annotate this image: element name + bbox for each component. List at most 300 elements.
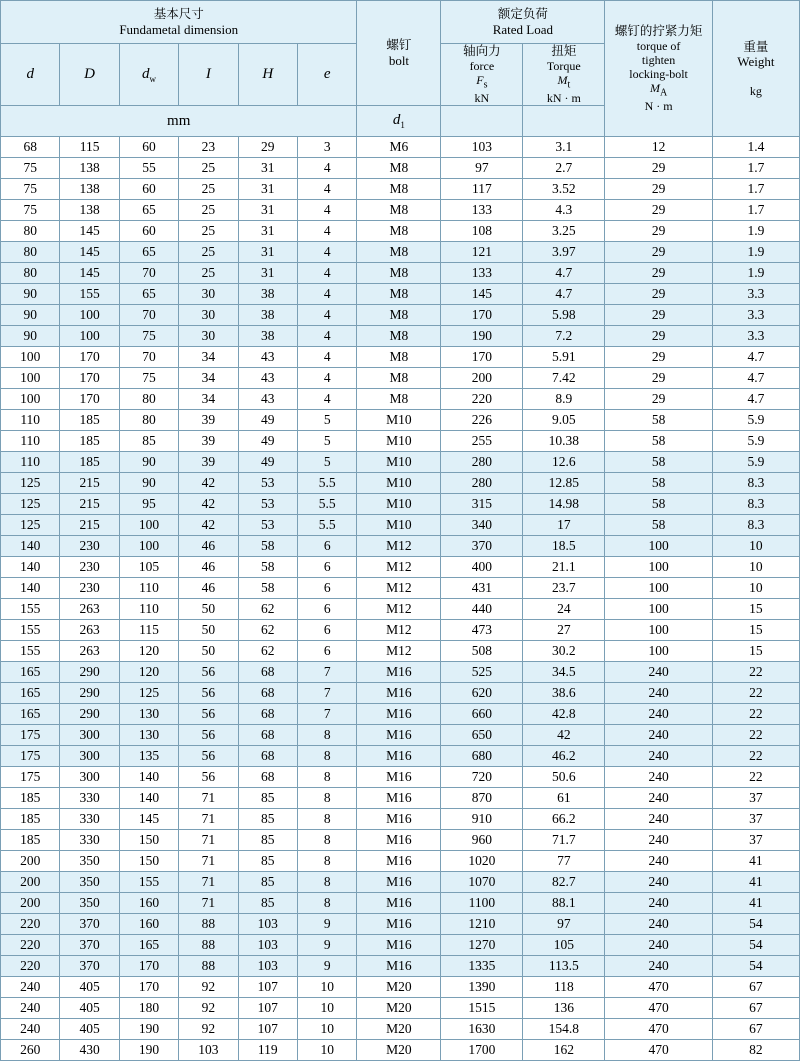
table-cell: 240 <box>1 998 60 1019</box>
table-row <box>1 221 800 242</box>
header-group-locking-bolt-torque <box>605 1 713 137</box>
table-cell: 330 <box>60 830 119 851</box>
table-cell: 41 <box>712 851 799 872</box>
table-cell: 54 <box>712 914 799 935</box>
table-cell: M16 <box>357 746 441 767</box>
table-cell: 185 <box>1 809 60 830</box>
table-cell: 103 <box>238 956 297 977</box>
table-cell: 46 <box>179 578 238 599</box>
table-cell: 370 <box>60 935 119 956</box>
header-sym-d1-subscript: 1 <box>400 120 405 131</box>
table-cell: 140 <box>119 767 178 788</box>
table-cell: 54 <box>712 956 799 977</box>
table-cell: 240 <box>605 851 713 872</box>
table-cell: 10 <box>712 578 799 599</box>
table-cell: 65 <box>119 200 178 221</box>
table-cell: 100 <box>60 326 119 347</box>
table-cell: 100 <box>605 536 713 557</box>
table-row <box>1 431 800 452</box>
table-cell: 75 <box>119 368 178 389</box>
header-sym-dw-subscript: w <box>149 73 156 84</box>
table-cell: 119 <box>238 1040 297 1061</box>
table-cell: 7 <box>297 662 356 683</box>
table-cell: 154.8 <box>523 1019 605 1040</box>
table-cell: 255 <box>441 431 523 452</box>
table-cell: 155 <box>1 641 60 662</box>
table-cell: 92 <box>179 1019 238 1040</box>
table-cell: 42.8 <box>523 704 605 725</box>
table-row <box>1 179 800 200</box>
table-cell: M8 <box>357 158 441 179</box>
table-cell: 22 <box>712 767 799 788</box>
table-row <box>1 914 800 935</box>
table-cell: 60 <box>119 179 178 200</box>
table-cell: 4 <box>297 200 356 221</box>
table-cell: 50 <box>179 641 238 662</box>
table-cell: M16 <box>357 809 441 830</box>
table-cell: 29 <box>605 389 713 410</box>
table-cell: 30 <box>179 284 238 305</box>
table-cell: 90 <box>1 326 60 347</box>
table-cell: 145 <box>60 242 119 263</box>
table-cell: 110 <box>119 599 178 620</box>
table-cell: 185 <box>60 452 119 473</box>
table-cell: 5.5 <box>297 515 356 536</box>
table-cell: 226 <box>441 410 523 431</box>
table-cell: 8 <box>297 851 356 872</box>
table-cell: 110 <box>1 431 60 452</box>
table-cell: M12 <box>357 641 441 662</box>
table-cell: 180 <box>119 998 178 1019</box>
table-cell: 117 <box>441 179 523 200</box>
table-cell: 31 <box>238 200 297 221</box>
table-cell: 90 <box>119 473 178 494</box>
table-cell: 290 <box>60 683 119 704</box>
table-cell: 38 <box>238 284 297 305</box>
table-cell: M16 <box>357 935 441 956</box>
table-row <box>1 704 800 725</box>
table-row <box>1 410 800 431</box>
table-cell: 138 <box>60 200 119 221</box>
table-cell: 37 <box>712 788 799 809</box>
table-cell: 720 <box>441 767 523 788</box>
table-cell: 27 <box>523 620 605 641</box>
table-cell: 5.5 <box>297 494 356 515</box>
table-cell: 3.25 <box>523 221 605 242</box>
table-cell: M16 <box>357 725 441 746</box>
header-group-rated-load-cn: 额定负荷 <box>497 5 548 21</box>
table-cell: 110 <box>1 452 60 473</box>
header-sym-d1 <box>357 106 441 137</box>
header-group-locking-bolt-torque-en3: locking-bolt <box>629 66 688 81</box>
table-cell: 75 <box>119 326 178 347</box>
table-cell: 405 <box>60 998 119 1019</box>
table-cell: 135 <box>119 746 178 767</box>
table-cell: 71 <box>179 872 238 893</box>
table-cell: 34 <box>179 347 238 368</box>
table-cell: 34 <box>179 368 238 389</box>
table-cell: 290 <box>60 662 119 683</box>
table-cell: 31 <box>238 242 297 263</box>
table-cell: 240 <box>605 725 713 746</box>
table-cell: 58 <box>605 494 713 515</box>
table-cell: 4.7 <box>523 263 605 284</box>
table-cell: 56 <box>179 746 238 767</box>
table-cell: 6 <box>297 599 356 620</box>
table-cell: 4.7 <box>523 284 605 305</box>
header-unit-mm: mm <box>1 106 357 137</box>
table-cell: 3.3 <box>712 305 799 326</box>
table-row <box>1 893 800 914</box>
header-axial-force-unit: kN <box>474 91 490 106</box>
table-cell: M8 <box>357 305 441 326</box>
table-cell: M20 <box>357 977 441 998</box>
table-row <box>1 473 800 494</box>
table-cell: 10 <box>712 536 799 557</box>
table-cell: 10.38 <box>523 431 605 452</box>
table-cell: 68 <box>238 767 297 788</box>
table-cell: M8 <box>357 347 441 368</box>
header-sym-I: I <box>179 44 238 106</box>
table-cell: 10 <box>297 1040 356 1061</box>
table-cell: 54 <box>712 935 799 956</box>
table-cell: 170 <box>60 368 119 389</box>
table-cell: 88 <box>179 956 238 977</box>
table-cell: 125 <box>1 473 60 494</box>
table-cell: 162 <box>523 1040 605 1061</box>
table-cell: 440 <box>441 599 523 620</box>
table-cell: 5.9 <box>712 410 799 431</box>
table-cell: 430 <box>60 1040 119 1061</box>
table-row <box>1 536 800 557</box>
table-cell: 85 <box>119 431 178 452</box>
table-cell: 49 <box>238 452 297 473</box>
table-cell: 53 <box>238 473 297 494</box>
table-row <box>1 599 800 620</box>
table-cell: 230 <box>60 557 119 578</box>
table-cell: 1.7 <box>712 200 799 221</box>
table-cell: 103 <box>179 1040 238 1061</box>
table-cell: 8 <box>297 830 356 851</box>
table-cell: M16 <box>357 851 441 872</box>
table-row <box>1 809 800 830</box>
table-cell: 8 <box>297 746 356 767</box>
table-cell: 58 <box>605 410 713 431</box>
table-cell: 70 <box>119 305 178 326</box>
table-cell: 155 <box>119 872 178 893</box>
table-cell: 18.5 <box>523 536 605 557</box>
table-cell: 910 <box>441 809 523 830</box>
table-cell: 4 <box>297 221 356 242</box>
table-cell: 30 <box>179 326 238 347</box>
table-cell: 25 <box>179 242 238 263</box>
table-cell: 405 <box>60 977 119 998</box>
table-cell: 170 <box>60 347 119 368</box>
header-group-weight-cn: 重量 <box>743 38 769 54</box>
header-axial-force-cn: 轴向力 <box>463 43 501 58</box>
table-row <box>1 683 800 704</box>
table-row <box>1 998 800 1019</box>
table-cell: 29 <box>605 242 713 263</box>
table-cell: 50 <box>179 599 238 620</box>
table-cell: 370 <box>60 956 119 977</box>
header-torque <box>523 44 605 106</box>
table-cell: 115 <box>119 620 178 641</box>
table-cell: 108 <box>441 221 523 242</box>
table-cell: 650 <box>441 725 523 746</box>
header-torque-cn: 扭矩 <box>551 43 577 58</box>
table-cell: 66.2 <box>523 809 605 830</box>
header-axial-force <box>441 44 523 106</box>
table-cell: 155 <box>60 284 119 305</box>
table-cell: 120 <box>119 641 178 662</box>
table-cell: M8 <box>357 179 441 200</box>
table-cell: 9 <box>297 935 356 956</box>
table-cell: 170 <box>441 305 523 326</box>
table-cell: 29 <box>605 368 713 389</box>
table-cell: M6 <box>357 137 441 158</box>
table-cell: M16 <box>357 662 441 683</box>
table-cell: 24 <box>523 599 605 620</box>
table-cell: 5.91 <box>523 347 605 368</box>
table-cell: 71 <box>179 851 238 872</box>
table-cell: 46.2 <box>523 746 605 767</box>
table-cell: 240 <box>605 788 713 809</box>
table-cell: M10 <box>357 410 441 431</box>
header-torque-en: Torque <box>546 58 581 73</box>
table-row <box>1 515 800 536</box>
table-cell: 58 <box>605 473 713 494</box>
table-cell: 240 <box>1 977 60 998</box>
table-cell: 61 <box>523 788 605 809</box>
table-cell: 71.7 <box>523 830 605 851</box>
table-cell: M20 <box>357 1040 441 1061</box>
table-cell: 90 <box>1 305 60 326</box>
table-row <box>1 1040 800 1061</box>
table-row <box>1 326 800 347</box>
table-cell: 140 <box>1 557 60 578</box>
table-cell: 29 <box>605 179 713 200</box>
table-cell: 29 <box>605 263 713 284</box>
table-cell: 10 <box>297 1019 356 1040</box>
force-symbol-letter: F <box>476 72 484 87</box>
table-cell: 1515 <box>441 998 523 1019</box>
table-cell: 100 <box>605 557 713 578</box>
table-cell: M16 <box>357 830 441 851</box>
table-row <box>1 935 800 956</box>
table-cell: 240 <box>605 935 713 956</box>
header-group-bolt-en: bolt <box>388 52 410 68</box>
table-cell: 22 <box>712 683 799 704</box>
table-cell: 473 <box>441 620 523 641</box>
table-cell: 165 <box>119 935 178 956</box>
table-row <box>1 158 800 179</box>
table-cell: 7.2 <box>523 326 605 347</box>
header-sym-D: D <box>60 44 119 106</box>
table-row <box>1 1019 800 1040</box>
table-cell: 56 <box>179 683 238 704</box>
table-cell: 100 <box>119 536 178 557</box>
table-cell: 50 <box>179 620 238 641</box>
table-cell: 67 <box>712 998 799 1019</box>
table-cell: M16 <box>357 767 441 788</box>
table-cell: 58 <box>605 431 713 452</box>
table-cell: 62 <box>238 641 297 662</box>
header-group-locking-bolt-torque-cn: 螺钉的拧紧力矩 <box>614 22 703 38</box>
table-cell: 170 <box>441 347 523 368</box>
table-cell: 29 <box>605 347 713 368</box>
table-cell: 6 <box>297 620 356 641</box>
table-cell: 103 <box>238 914 297 935</box>
table-cell: 4 <box>297 284 356 305</box>
table-cell: 56 <box>179 725 238 746</box>
table-cell: 22 <box>712 746 799 767</box>
table-cell: 150 <box>119 851 178 872</box>
table-cell: 1270 <box>441 935 523 956</box>
table-cell: 300 <box>60 746 119 767</box>
table-cell: 17 <box>523 515 605 536</box>
table-cell: 508 <box>441 641 523 662</box>
table-cell: 145 <box>60 263 119 284</box>
table-cell: 92 <box>179 977 238 998</box>
table-cell: 70 <box>119 263 178 284</box>
table-cell: 29 <box>605 200 713 221</box>
header-group-rated-load-en: Rated Load <box>492 21 554 37</box>
table-cell: 220 <box>1 956 60 977</box>
table-cell: 240 <box>605 893 713 914</box>
table-cell: 215 <box>60 494 119 515</box>
table-cell: 185 <box>60 431 119 452</box>
table-cell: 55 <box>119 158 178 179</box>
table-row <box>1 368 800 389</box>
header-group-bolt <box>357 1 441 106</box>
table-cell: 37 <box>712 809 799 830</box>
table-cell: 370 <box>441 536 523 557</box>
table-cell: 300 <box>60 725 119 746</box>
table-cell: 1070 <box>441 872 523 893</box>
table-cell: 4.7 <box>712 389 799 410</box>
table-cell: 12 <box>605 137 713 158</box>
table-cell: 38 <box>238 305 297 326</box>
table-cell: 4 <box>297 347 356 368</box>
table-cell: 49 <box>238 431 297 452</box>
table-row <box>1 767 800 788</box>
table-cell: 88 <box>179 935 238 956</box>
table-row <box>1 851 800 872</box>
header-axial-force-symbol <box>441 73 522 91</box>
table-cell: 8 <box>297 872 356 893</box>
table-cell: 67 <box>712 1019 799 1040</box>
table-cell: 175 <box>1 725 60 746</box>
table-cell: 4 <box>297 158 356 179</box>
table-cell: M16 <box>357 872 441 893</box>
table-cell: 31 <box>238 263 297 284</box>
table-row <box>1 620 800 641</box>
table-cell: 240 <box>605 746 713 767</box>
table-cell: 29 <box>605 284 713 305</box>
table-cell: 9 <box>297 914 356 935</box>
table-cell: 37 <box>712 830 799 851</box>
force-symbol-subscript: s <box>483 79 488 91</box>
table-cell: 21.1 <box>523 557 605 578</box>
table-cell: 125 <box>119 683 178 704</box>
table-cell: 1100 <box>441 893 523 914</box>
table-cell: 25 <box>179 263 238 284</box>
header-sym-e: e <box>297 44 356 106</box>
table-row <box>1 977 800 998</box>
table-cell: 8 <box>297 809 356 830</box>
table-cell: 5.5 <box>297 473 356 494</box>
table-cell: 370 <box>60 914 119 935</box>
table-cell: 170 <box>119 977 178 998</box>
table-cell: 200 <box>1 872 60 893</box>
table-cell: 400 <box>441 557 523 578</box>
table-cell: 138 <box>60 179 119 200</box>
table-cell: 68 <box>1 137 60 158</box>
table-cell: 350 <box>60 893 119 914</box>
table-cell: 1390 <box>441 977 523 998</box>
table-cell: 170 <box>60 389 119 410</box>
table-cell: 85 <box>238 788 297 809</box>
table-cell: 30 <box>179 305 238 326</box>
table-cell: 1.9 <box>712 242 799 263</box>
table-cell: M16 <box>357 788 441 809</box>
table-cell: 120 <box>119 662 178 683</box>
table-row <box>1 641 800 662</box>
table-cell: 230 <box>60 578 119 599</box>
table-cell: 1210 <box>441 914 523 935</box>
table-cell: 105 <box>523 935 605 956</box>
table-cell: 145 <box>441 284 523 305</box>
table-cell: M10 <box>357 431 441 452</box>
table-cell: 7 <box>297 704 356 725</box>
table-cell: 3.3 <box>712 284 799 305</box>
table-cell: M12 <box>357 536 441 557</box>
table-cell: 5.9 <box>712 452 799 473</box>
table-cell: 470 <box>605 977 713 998</box>
torque-t-symbol-subscript: t <box>567 79 571 91</box>
table-cell: 145 <box>60 221 119 242</box>
table-cell: 22 <box>712 662 799 683</box>
table-cell: 85 <box>238 872 297 893</box>
table-cell: M20 <box>357 998 441 1019</box>
header-torque-unit: kN · m <box>546 91 581 106</box>
table-cell: 42 <box>179 473 238 494</box>
table-body <box>1 137 800 1061</box>
table-row <box>1 494 800 515</box>
table-cell: 1.9 <box>712 263 799 284</box>
table-cell: 38 <box>238 326 297 347</box>
table-cell: 263 <box>60 641 119 662</box>
table-cell: 58 <box>605 452 713 473</box>
table-cell: 150 <box>119 830 178 851</box>
table-cell: 4.3 <box>523 200 605 221</box>
table-cell: 80 <box>119 389 178 410</box>
table-row <box>1 788 800 809</box>
table-cell: 145 <box>119 809 178 830</box>
table-cell: 68 <box>238 662 297 683</box>
table-cell: 80 <box>1 263 60 284</box>
header-sym-dw <box>119 44 178 106</box>
table-cell: 140 <box>1 578 60 599</box>
table-cell: 46 <box>179 557 238 578</box>
table-cell: 68 <box>238 683 297 704</box>
table-cell: 43 <box>238 389 297 410</box>
table-cell: 97 <box>441 158 523 179</box>
torque-symbol-letter: M <box>649 81 660 96</box>
table-cell: 107 <box>238 1019 297 1040</box>
table-cell: 100 <box>605 641 713 662</box>
